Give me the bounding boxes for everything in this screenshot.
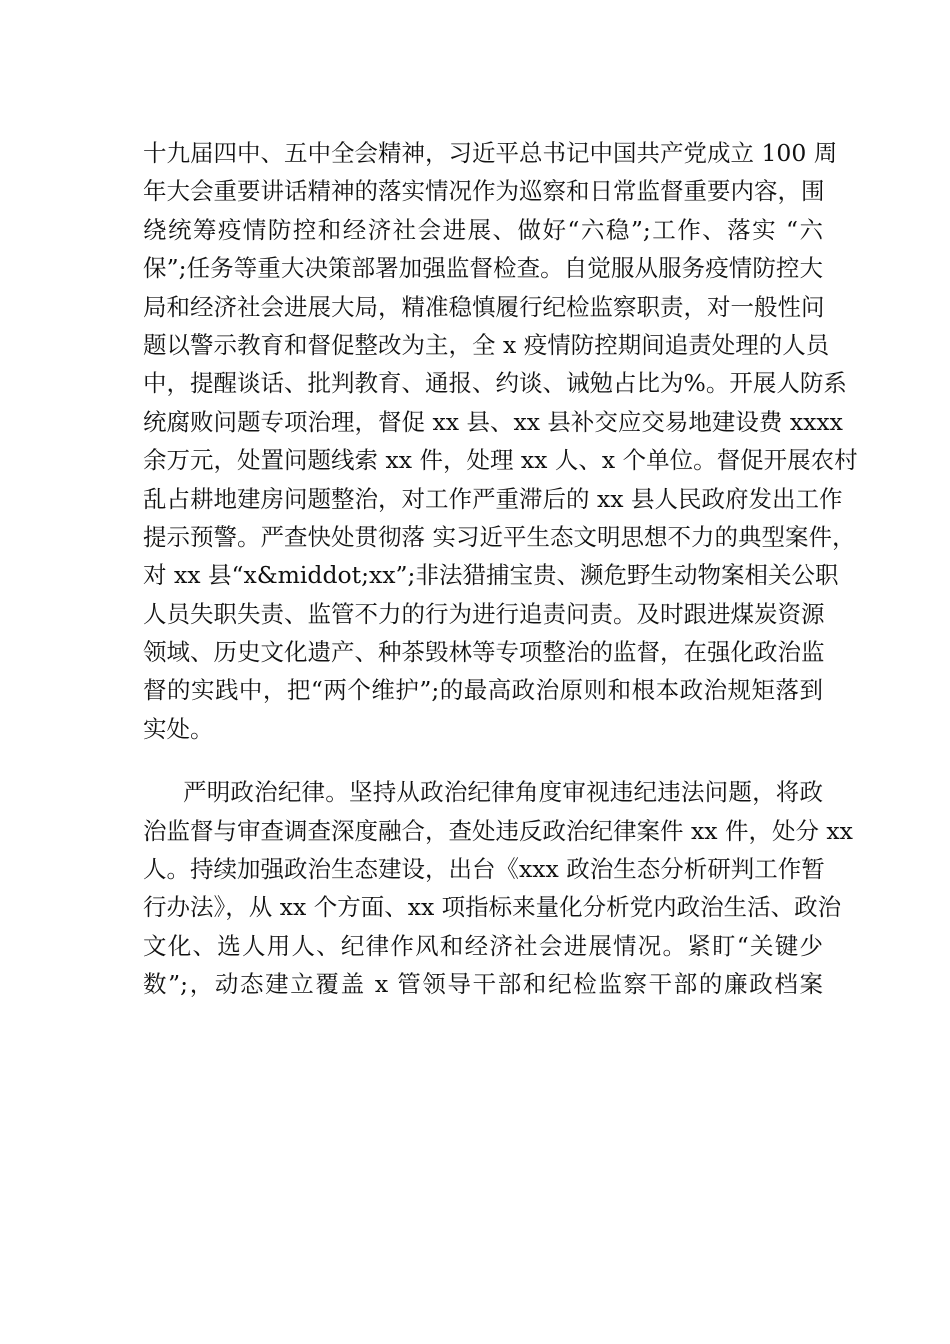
paragraph-1-line-15: 督的实践中，把“两个维护”;的最高政治原则和根本政治规矩落到 [143, 676, 823, 705]
paragraph-1-line-11: 提示预警。严查快处贯彻落 实习近平生态文明思想不力的典型案件， [143, 522, 856, 551]
paragraph-1-line-2: 年大会重要讲话精神的落实情况作为巡察和日常监督重要内容，围 [143, 177, 825, 206]
paragraph-1-line-10: 乱占耕地建房问题整治，对工作严重滞后的 xx 县人民政府发出工作 [143, 484, 843, 513]
paragraph-2-line-3: 人。持续加强政治生态建设，出台《xxx 政治生态分析研判工作暂 [143, 855, 825, 884]
paragraph-1-line-12: 对 xx 县“x&middot;xx”;非法猎捕宝贵、濒危野生动物案相关公职 [143, 561, 839, 590]
paragraph-2-line-1: 严明政治纪律。坚持从政治纪律角度审视违纪违法问题，将政 [183, 778, 823, 807]
paragraph-1-line-9: 余万元，处置问题线索 xx 件，处理 xx 人、x 个单位。督促开展农村 [143, 446, 858, 475]
paragraph-1-line-1: 十九届四中、五中全会精神，习近平总书记中国共产党成立 100 周 [143, 139, 838, 167]
paragraph-1-line-13: 人员失职失责、监管不力的行为进行追责问责。及时跟进煤炭资源 [143, 599, 825, 628]
paragraph-2-line-2: 治监督与审查调查深度融合，查处违反政治纪律案件 xx 件，处分 xx [143, 816, 853, 845]
paragraph-1-line-3: 绕统筹疫情防控和经济社会进展、做好“六稳”;工作、落实 “六 [143, 215, 823, 244]
document-body [143, 134, 858, 1004]
paragraph-1-line-6: 题以警示教育和督促整改为主，全 x 疫情防控期间追责处理的人员 [143, 330, 830, 359]
paragraph-2-line-4: 行办法》，从 xx 个方面、xx 项指标来量化分析党内政治生活、政治 [143, 893, 842, 922]
paragraph-1-line-4: 保”;任务等重大决策部署加强监督检查。自觉服从服务疫情防控大 [143, 254, 823, 283]
paragraph-2-line-5: 文化、选人用人、纪律作风和经济社会进展情况。紧盯“关键少 [143, 931, 823, 960]
paragraph-spacer [143, 748, 823, 773]
paragraph-1-line-14: 领域、历史文化遗产、种茶毁林等专项整治的监督，在强化政治监 [143, 638, 825, 667]
paragraph-1-line-8: 统腐败问题专项治理，督促 xx 县、xx 县补交应交易地建设费 xxxx [143, 407, 843, 436]
paragraph-1-line-5: 局和经济社会进展大局，精准稳慎履行纪检监察职责，对一般性问 [143, 292, 825, 321]
paragraph-1-line-7: 中，提醒谈话、批判教育、通报、约谈、诫勉占比为%。开展人防系 [143, 369, 847, 398]
paragraph-2-line-6: 数”;，动态建立覆盖 x 管领导干部和纪检监察干部的廉政档案 [143, 970, 823, 999]
paragraph-1-line-16: 实处。 [143, 714, 214, 743]
